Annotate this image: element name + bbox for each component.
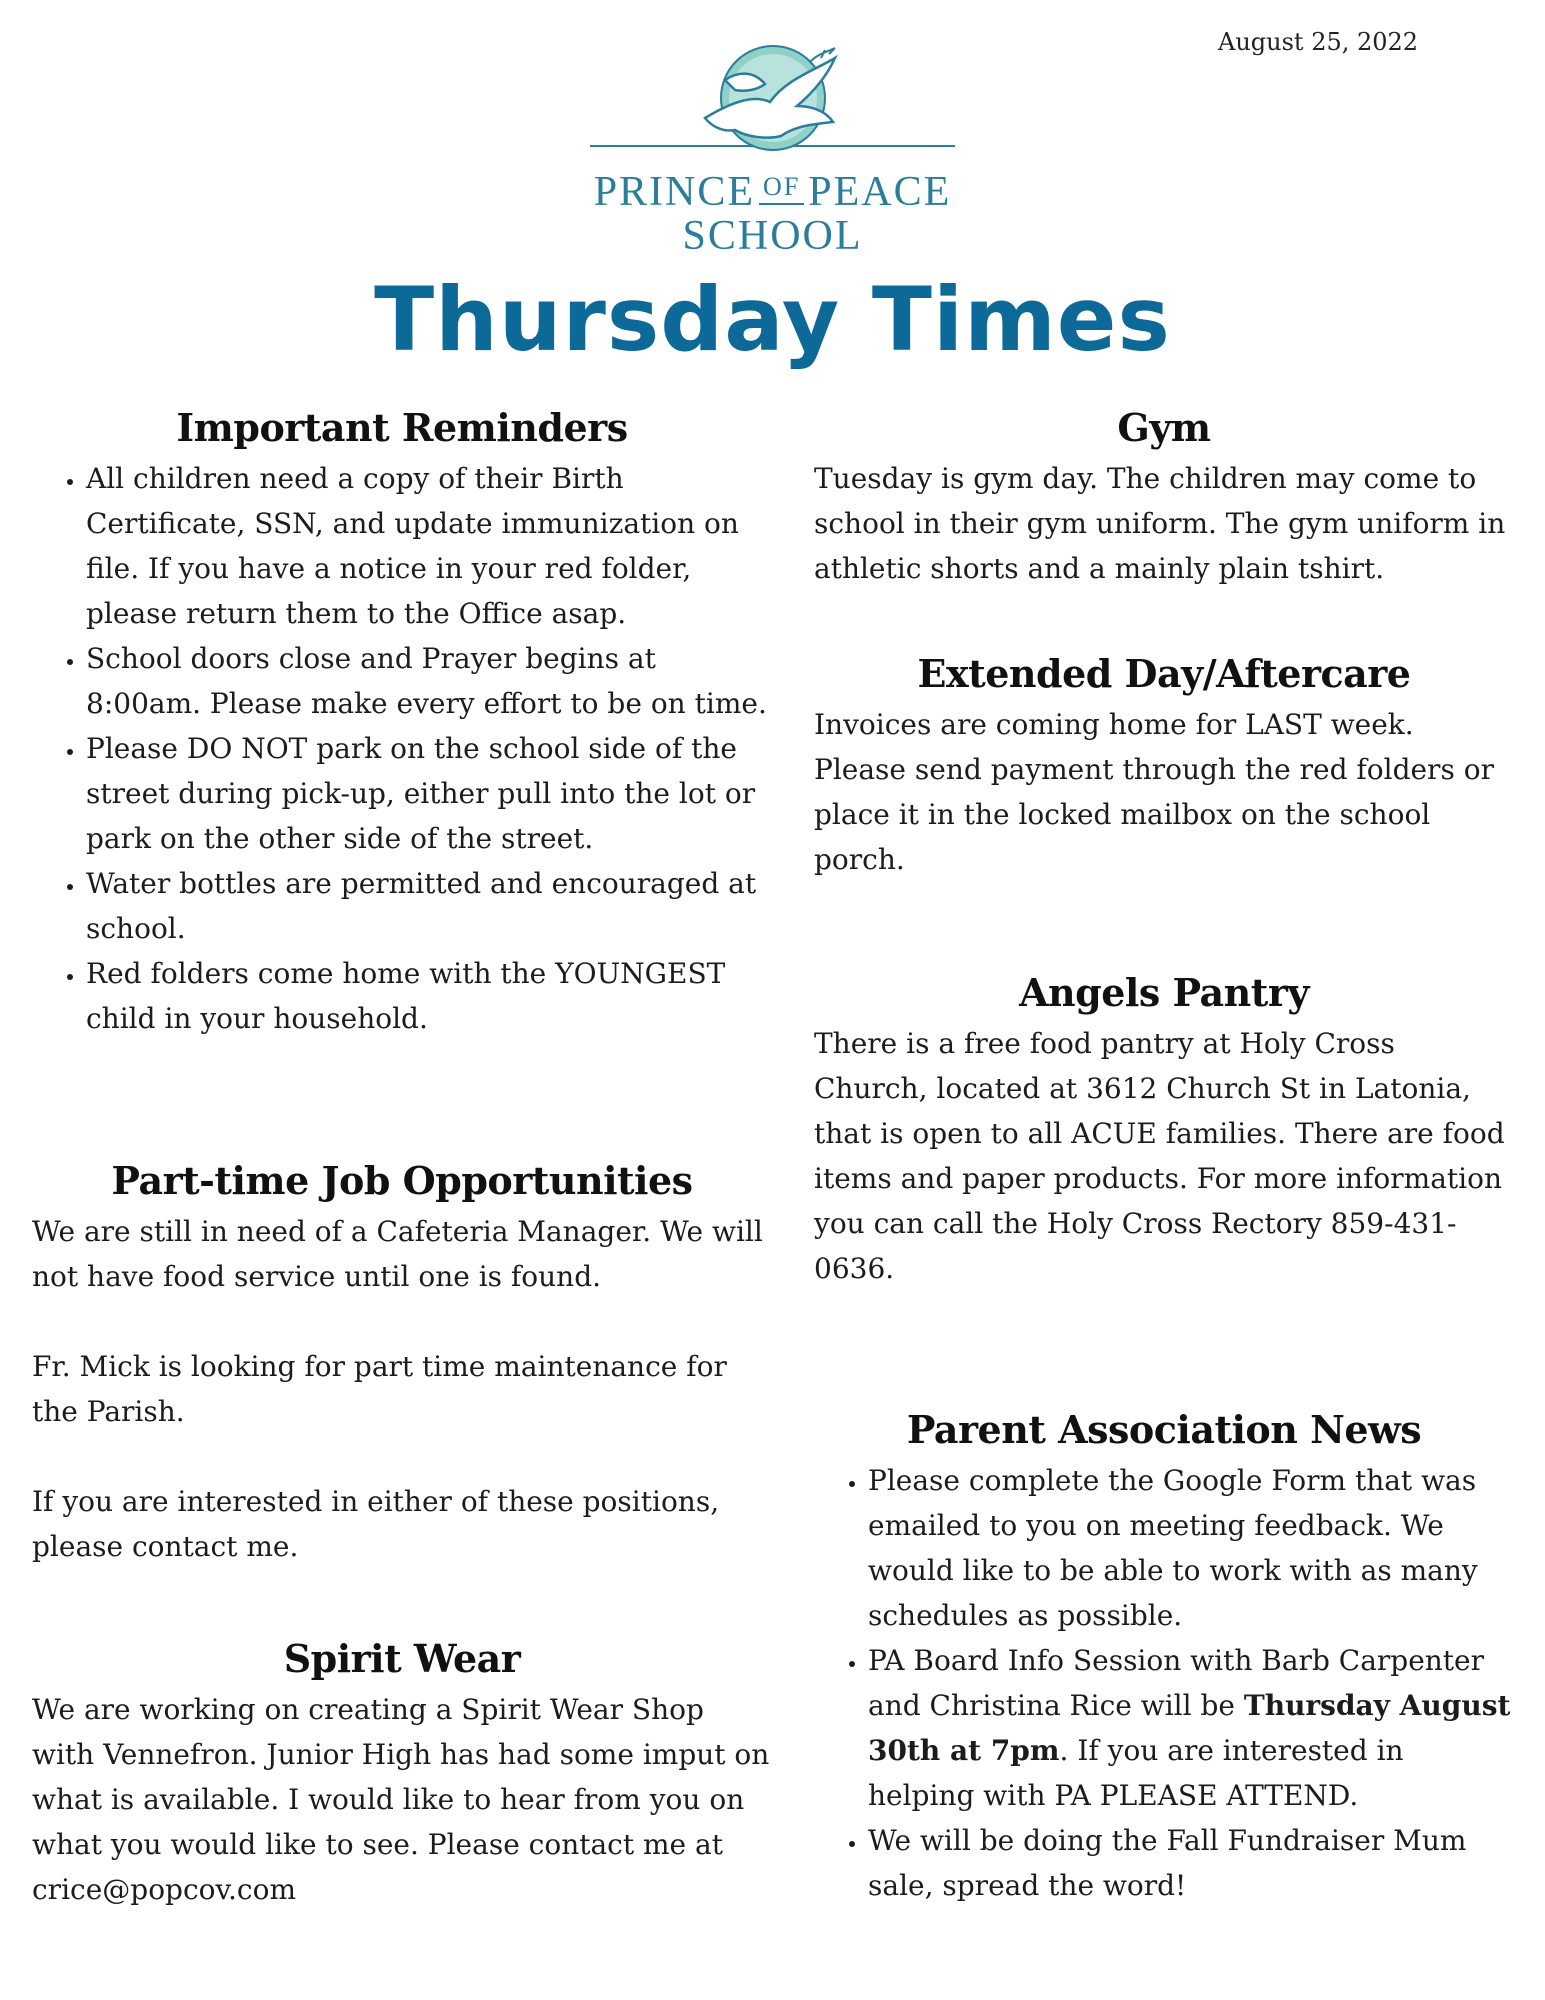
section-part-time-jobs [32, 1158, 772, 1569]
newsletter-title: Thursday Times [374, 268, 1171, 371]
section-extended-day [814, 651, 1514, 882]
paragraph: There is a free food pantry at Holy Cross Church, located at 3612 Church St in Latonia, that is open to all ACUE families. There are food items and paper products. For more information you can call the Holy Cross Rectory 859-431-0636. [814, 1027, 1505, 1285]
section-heading: Part-time Job Opportunities [111, 1158, 693, 1203]
section-gym [814, 405, 1514, 591]
section-spirit-wear [32, 1636, 772, 1912]
list-item: • We will be doing the Fall Fundraiser Mum sale, spread the word! [868, 1818, 1514, 1908]
section-important-reminders [32, 405, 772, 1041]
logo-text-line1 [585, 168, 960, 216]
school-logo [585, 40, 960, 259]
pa-list [814, 1458, 1514, 1908]
item-text: PA Board Info Session with Barb Carpenter and Christina Rice will be [868, 1644, 1484, 1722]
logo-word-prince: PRINCE [593, 169, 756, 215]
list-item: • Please complete the Google Form that was emailed to you on meeting feedback. We would like to be able to work with as many schedules as possible. [868, 1458, 1514, 1638]
logo-word-peace: PEACE [808, 169, 952, 215]
reminders-list [32, 456, 772, 1041]
paragraph: We are working on creating a Spirit Wear Shop with Vennefron. Junior High has had some imput on what is available. I would like to hear from you on what you would like to see. Please contact me at crice@popcov.com [32, 1693, 770, 1906]
paragraph: Fr. Mick is looking for part time maintenance for the Parish. [32, 1350, 727, 1428]
section-heading: Extended Day/Aftercare [917, 651, 1411, 696]
section-heading: Important Reminders [176, 405, 628, 450]
section-heading: Angels Pantry [1019, 970, 1309, 1015]
section-heading: Spirit Wear [283, 1636, 521, 1681]
list-item: • All children need a copy of their Birth Certificate, SSN, and update immunization on file. If you have a notice in your red folder, please return them to the Office asap. [86, 456, 772, 636]
dove-icon [585, 40, 960, 170]
paragraph: Tuesday is gym day. The children may come to school in their gym uniform. The gym uniform in athletic shorts and a mainly plain tshirt. [814, 462, 1506, 585]
paragraph: If you are interested in either of these positions, please contact me. [32, 1485, 720, 1563]
section-parent-association [814, 1407, 1514, 1908]
list-item: • Water bottles are permitted and encouraged at school. [86, 861, 772, 951]
list-item [868, 1638, 1514, 1818]
issue-date: August 25, 2022 [1218, 28, 1419, 56]
paragraph: Invoices are coming home for LAST week. Please send payment through the red folders or place it in the locked mailbox on the school porch. [814, 708, 1494, 876]
section-angels-pantry [814, 970, 1514, 1291]
section-heading: Parent Association News [906, 1407, 1422, 1452]
event-date-bold: Thursday August 30th at 7pm [868, 1689, 1511, 1767]
list-item: • Red folders come home with the YOUNGEST child in your household. [86, 951, 772, 1041]
logo-text-line2: SCHOOL [682, 213, 863, 259]
paragraph: We are still in need of a Cafeteria Manager. We will not have food service until one is found. [32, 1215, 763, 1293]
logo-word-of: OF [763, 172, 801, 201]
list-item: • School doors close and Prayer begins at 8:00am. Please make every effort to be on time. [86, 636, 772, 726]
item-text: . If you are interested in helping with PA PLEASE ATTEND. [868, 1734, 1404, 1812]
list-item: • Please DO NOT park on the school side of the street during pick-up, either pull into the lot or park on the other side of the street. [86, 726, 772, 861]
section-heading: Gym [1117, 405, 1211, 450]
